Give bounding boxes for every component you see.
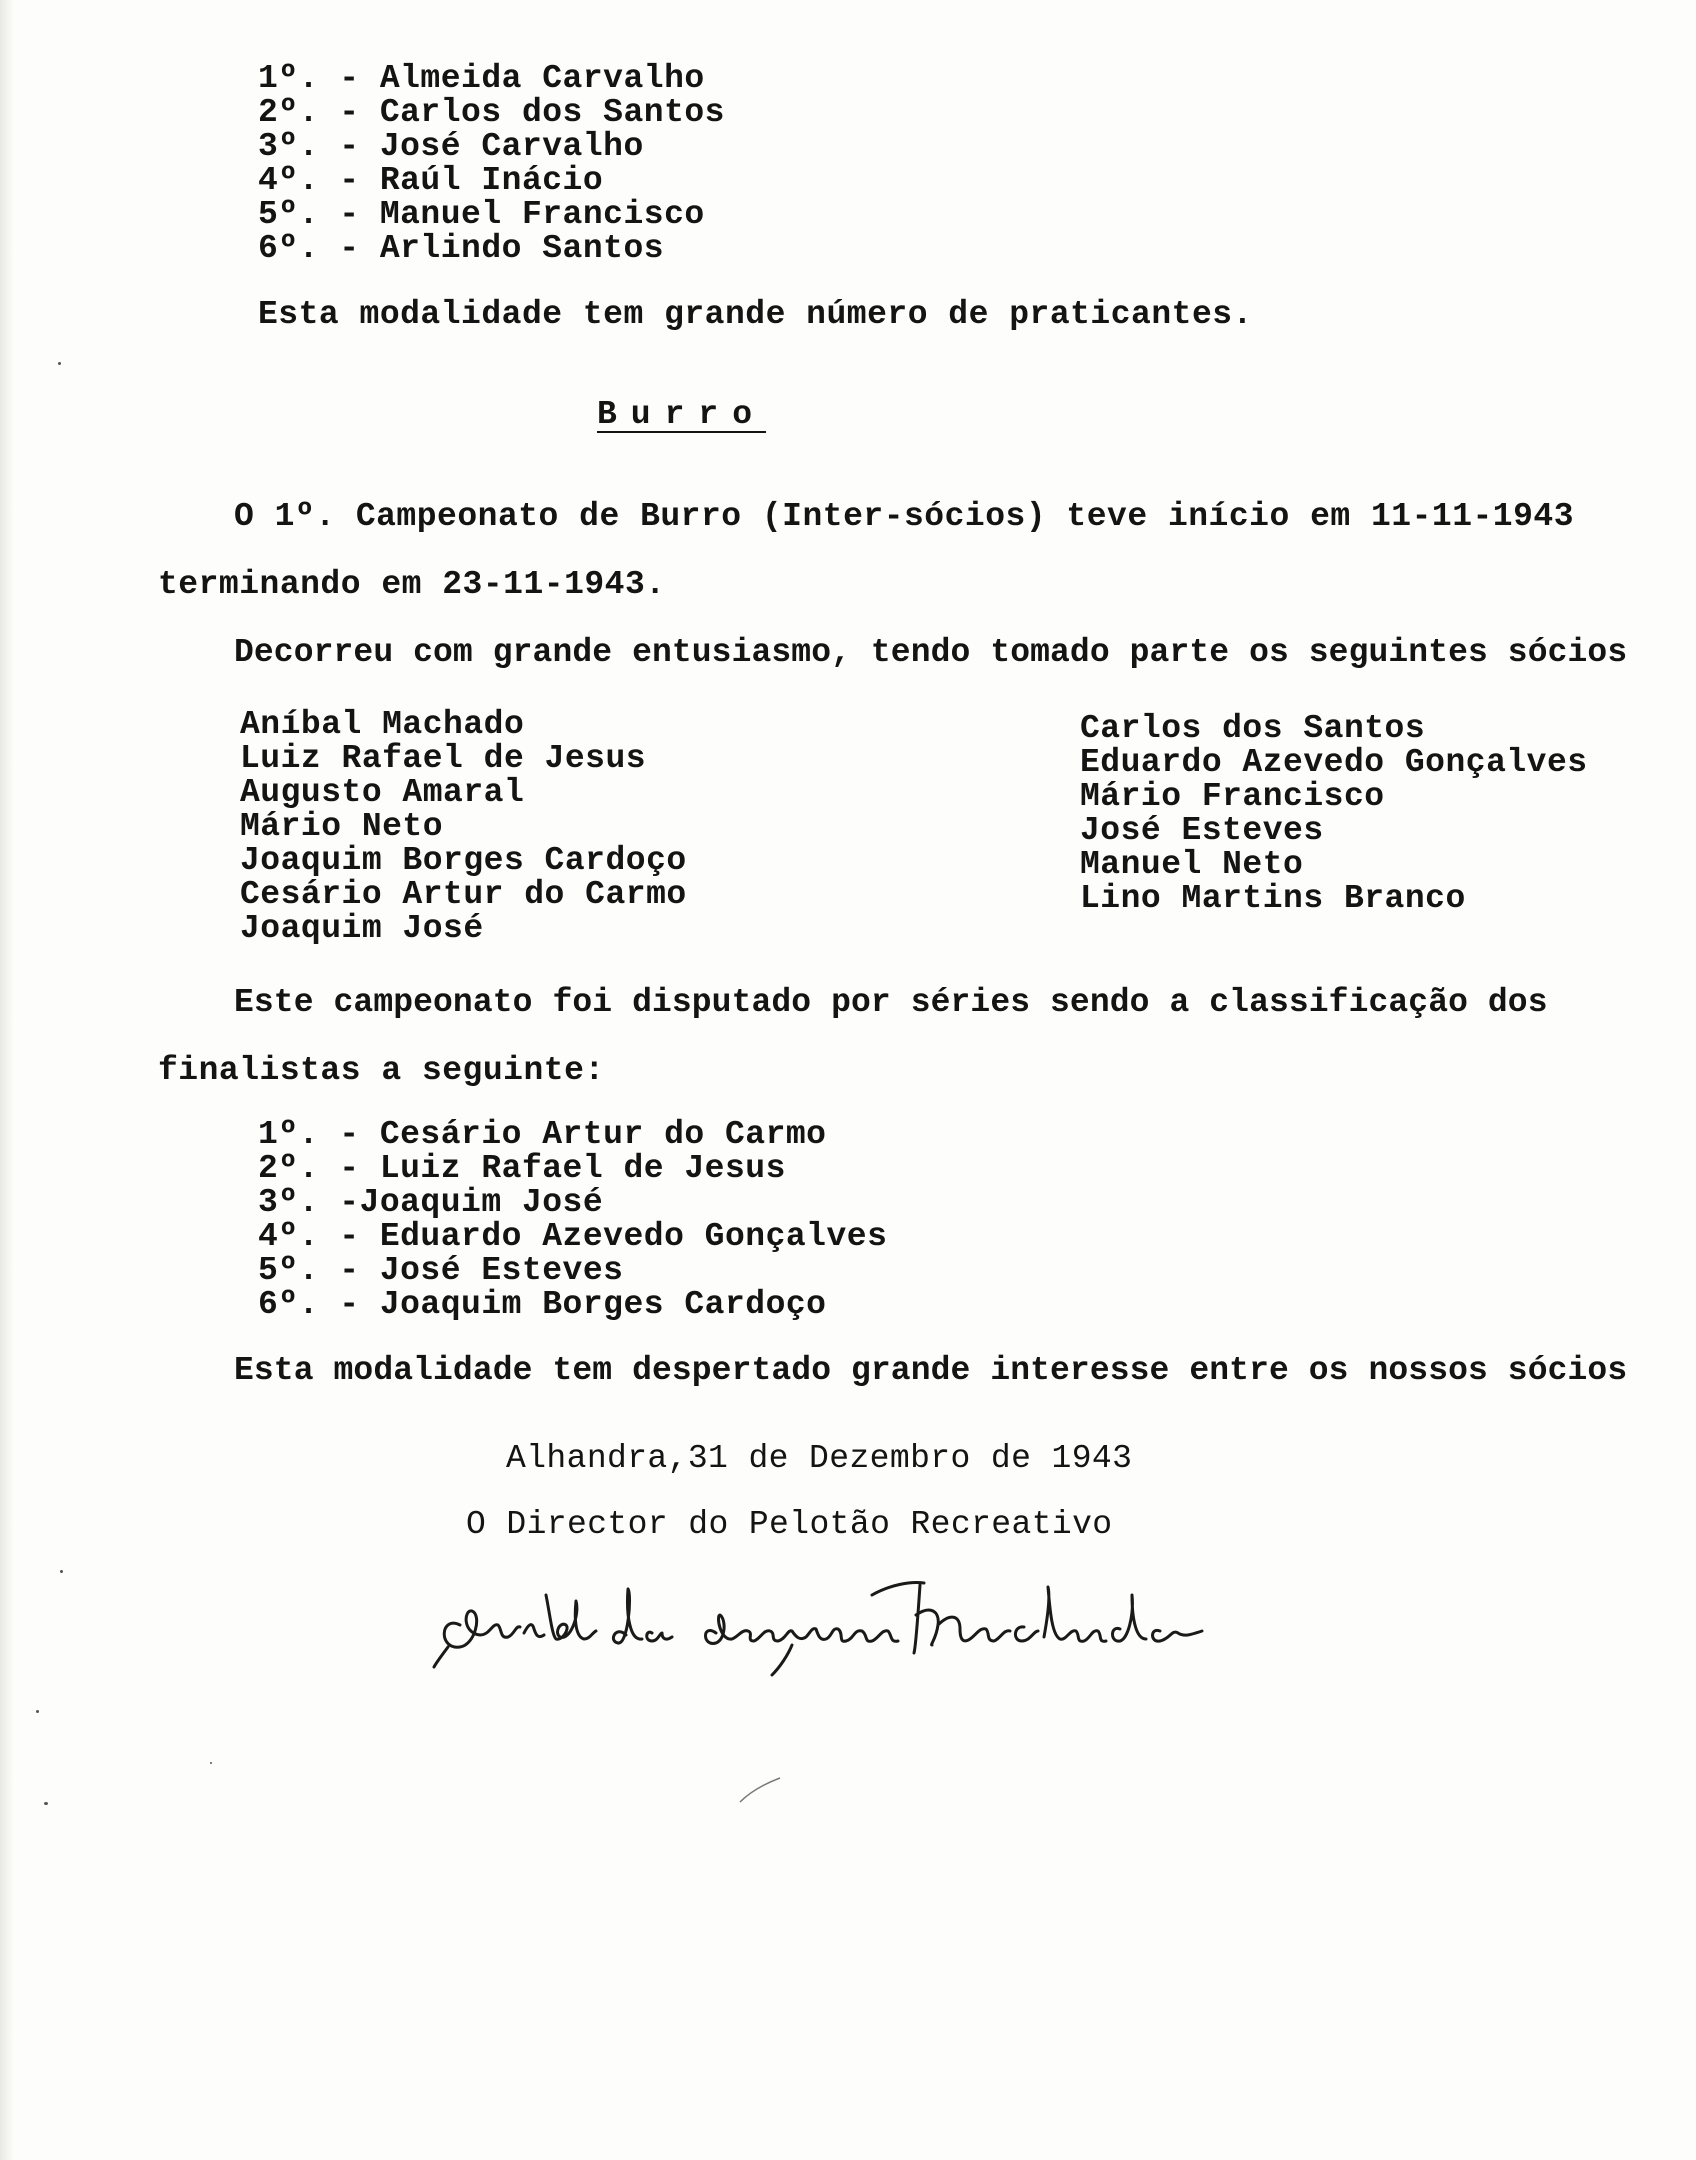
- finalist-item: 4º. - Eduardo Azevedo Gonçalves: [258, 1218, 888, 1255]
- championship-line-1: O 1º. Campeonato de Burro (Inter-sócios) teve início em 11-11-1943: [234, 498, 1575, 535]
- paper-speck: [58, 362, 61, 365]
- stray-pen-mark: [730, 1770, 790, 1810]
- finalist-item: 6º. - Joaquim Borges Cardoço: [258, 1286, 827, 1323]
- participant-name: Manuel Neto: [1080, 846, 1304, 883]
- paper-speck: [36, 1710, 39, 1713]
- participant-name: Mário Francisco: [1080, 778, 1385, 815]
- paper-speck: [44, 1802, 48, 1805]
- participant-name: Augusto Amaral: [240, 774, 525, 811]
- participants-left-column: [240, 708, 687, 946]
- participant-name: Lino Martins Branco: [1080, 880, 1466, 917]
- series-line-2: finalistas a seguinte:: [158, 1052, 605, 1089]
- top-remark: Esta modalidade tem grande número de praticantes.: [258, 296, 1253, 333]
- participant-name: Mário Neto: [240, 808, 444, 845]
- participant-name: José Esteves: [1080, 812, 1324, 849]
- finalists-list: [258, 1118, 887, 1322]
- participant-name: Cesário Artur do Carmo: [240, 876, 687, 913]
- section-title: Burro: [597, 396, 767, 433]
- participant-name: Joaquim José: [240, 910, 484, 947]
- participant-name: Luiz Rafael de Jesus: [240, 740, 647, 777]
- ranking-item: 5º. - Manuel Francisco: [258, 196, 705, 233]
- closing-remark: Esta modalidade tem despertado grande interesse entre os nossos sócios: [234, 1352, 1628, 1389]
- finalist-item: 1º. - Cesário Artur do Carmo: [258, 1116, 827, 1153]
- finalist-item: 2º. - Luiz Rafael de Jesus: [258, 1150, 786, 1187]
- paper-speck: [210, 1762, 212, 1764]
- finalist-item: 3º. -Joaquim José: [258, 1184, 604, 1221]
- paper-speck: [60, 1570, 63, 1573]
- ranking-item: 6º. - Arlindo Santos: [258, 230, 665, 267]
- signatory-title: O Director do Pelotão Recreativo: [466, 1506, 1113, 1543]
- ranking-item: 3º. - José Carvalho: [258, 128, 644, 165]
- participant-name: Aníbal Machado: [240, 706, 525, 743]
- participant-name: Carlos dos Santos: [1080, 710, 1426, 747]
- top-ranking-list: [258, 62, 725, 266]
- scan-edge-shadow: [0, 0, 14, 2160]
- finalist-item: 5º. - José Esteves: [258, 1252, 624, 1289]
- ranking-item: 4º. - Raúl Inácio: [258, 162, 604, 199]
- handwritten-signature: [420, 1555, 1280, 1685]
- ranking-item: 1º. - Almeida Carvalho: [258, 60, 705, 97]
- ranking-item: 2º. - Carlos dos Santos: [258, 94, 725, 131]
- place-date: Alhandra,31 de Dezembro de 1943: [506, 1440, 1133, 1477]
- series-line-1: Este campeonato foi disputado por séries sendo a classificação dos: [234, 984, 1548, 1021]
- championship-line-2: terminando em 23-11-1943.: [158, 566, 666, 603]
- participant-name: Joaquim Borges Cardoço: [240, 842, 687, 879]
- participants-intro: Decorreu com grande entusiasmo, tendo tomado parte os seguintes sócios: [234, 634, 1628, 671]
- participant-name: Eduardo Azevedo Gonçalves: [1080, 744, 1588, 781]
- participants-right-column: [1080, 712, 1588, 916]
